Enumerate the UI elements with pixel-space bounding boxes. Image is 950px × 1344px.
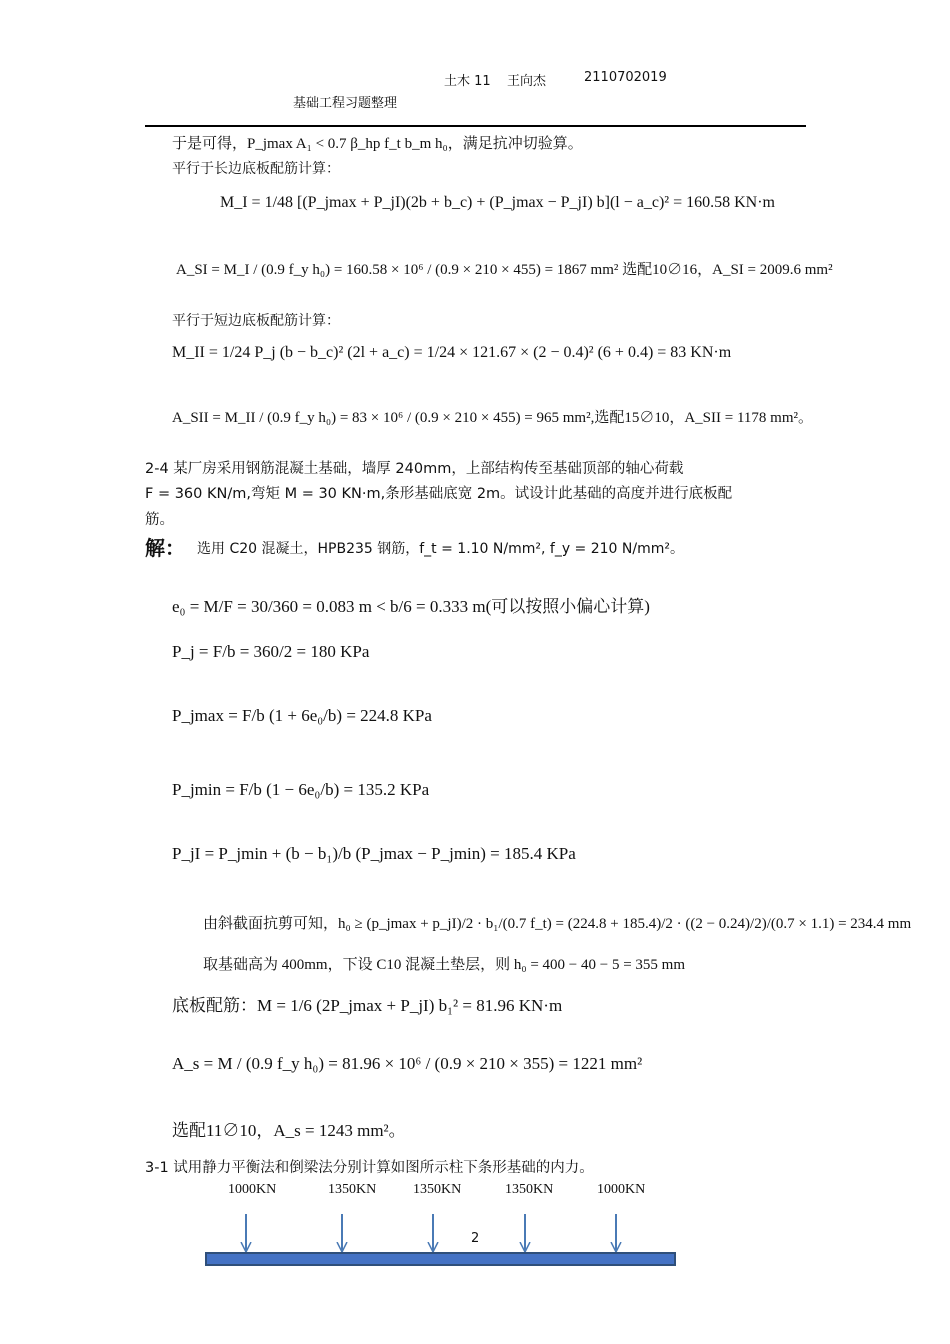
header-author: 王向杰 — [507, 74, 547, 89]
load-label-4: 1350KN — [505, 1182, 554, 1197]
equation-e0: e₀ = M/F = 30/360 = 0.083 m < b/6 = 0.333 m(可以按照小偏心计算) — [172, 597, 650, 616]
load-label-2: 1350KN — [328, 1182, 377, 1197]
header-class: 土木 11 — [444, 74, 491, 89]
load-arrow-5 — [610, 1214, 622, 1254]
equation-h0-shear: 由斜截面抗剪可知，h₀ ≥ (p_jmax + p_jI)/2 · b₁/(0.7 f_t) = (224.8 + 185.4)/2 · ((2 − 0.24)/2)/(0.7 × 1.1) = 234.4 mm — [203, 916, 912, 932]
line-short-side-heading: 平行于短边底板配筋计算： — [172, 313, 340, 329]
problem-2-4-line-1: 2-4 某厂房采用钢筋混凝土基础，墙厚 240mm，上部结构传至基础顶部的轴心荷载 — [145, 461, 684, 477]
load-arrow-2 — [336, 1214, 348, 1254]
problem-3-1: 3-1 试用静力平衡法和倒梁法分别计算如图所示柱下条形基础的内力。 — [145, 1160, 594, 1176]
problem-2-4-line-3: 筋。 — [145, 512, 174, 528]
page-number: 2 — [471, 1231, 480, 1246]
header-student-id: 2110702019 — [584, 70, 667, 85]
load-label-3: 1350KN — [413, 1182, 462, 1197]
load-arrow-3 — [427, 1214, 439, 1254]
equation-MI: M_I = 1/48 [(P_jmax + P_jI)(2b + b_c) + (P_jmax − P_jI) b](l − a_c)² = 160.58 KN·m — [220, 194, 775, 211]
equation-AsII: A_SII = M_II / (0.9 f_y h₀) = 83 × 10⁶ / (0.9 × 210 × 455) = 965 mm²,选配15∅10，A_SII = 1178 mm²。 — [172, 410, 814, 426]
strip-foundation-beam — [205, 1252, 676, 1266]
equation-selection: 选配11∅10，A_s = 1243 mm²。 — [172, 1121, 406, 1140]
line-punching-check: 于是可得，P_jmax A₁ < 0.7 β_hp f_t b_m h₀，满足抗冲切验算。 — [172, 136, 583, 152]
load-arrow-1 — [240, 1214, 252, 1254]
equation-PjI: P_jI = P_jmin + (b − b₁)/b (P_jmax − P_jmin) = 185.4 KPa — [172, 844, 576, 863]
header-subtitle: 基础工程习题整理 — [293, 96, 398, 111]
equation-Pjmax: P_jmax = F/b (1 + 6e₀/b) = 224.8 KPa — [172, 706, 432, 725]
load-label-5: 1000KN — [597, 1182, 646, 1197]
equation-h0-taken: 取基础高为 400mm，下设 C10 混凝土垫层，则 h₀ = 400 − 40 − 5 = 355 mm — [203, 957, 685, 973]
equation-Pj: P_j = F/b = 360/2 = 180 KPa — [172, 642, 370, 661]
solution-label: 解： — [145, 536, 185, 560]
line-long-side-heading: 平行于长边底板配筋计算： — [172, 161, 340, 177]
problem-2-4-line-2: F = 360 KN/m,弯矩 M = 30 KN·m,条形基础底宽 2m。试设计此基础的高度并进行底板配 — [145, 486, 733, 502]
equation-M: 底板配筋：M = 1/6 (2P_jmax + P_jI) b₁² = 81.96 KN·m — [172, 996, 563, 1015]
equation-Pjmin: P_jmin = F/b (1 − 6e₀/b) = 135.2 KPa — [172, 780, 430, 799]
equation-As: A_s = M / (0.9 f_y h₀) = 81.96 × 10⁶ / (0.9 × 210 × 355) = 1221 mm² — [172, 1054, 643, 1073]
header-rule — [145, 125, 806, 127]
equation-AsI: A_SI = M_I / (0.9 f_y h₀) = 160.58 × 10⁶ / (0.9 × 210 × 455) = 1867 mm² 选配10∅16，A_SI = 2009.6 mm² — [176, 262, 833, 278]
load-arrow-4 — [519, 1214, 531, 1254]
load-label-1: 1000KN — [228, 1182, 277, 1197]
solution-materials: 选用 C20 混凝土，HPB235 钢筋，f_t = 1.10 N/mm², f_y = 210 N/mm²。 — [197, 541, 684, 557]
equation-MII: M_II = 1/24 P_j (b − b_c)² (2l + a_c) = 1/24 × 121.67 × (2 − 0.4)² (6 + 0.4) = 83 KN·m — [172, 344, 732, 361]
